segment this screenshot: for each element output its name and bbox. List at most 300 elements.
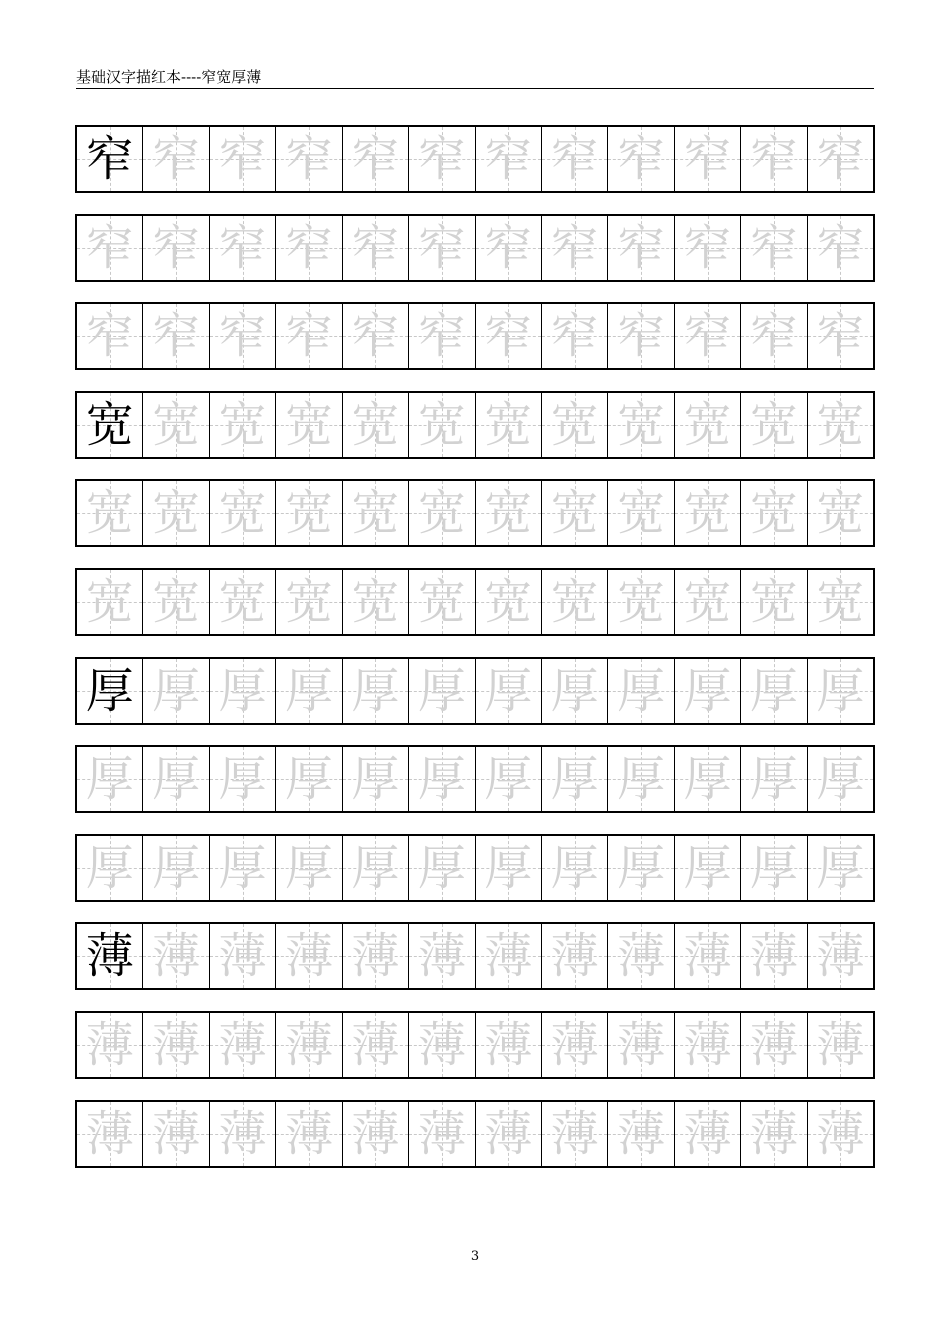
trace-character: 薄	[550, 1106, 599, 1162]
tian-grid-cell	[608, 481, 674, 545]
tian-grid-cell	[542, 393, 608, 457]
tian-grid-cell	[476, 747, 542, 811]
trace-character: 厚	[484, 840, 533, 896]
trace-character: 宽	[816, 574, 865, 630]
trace-character: 薄	[218, 928, 267, 984]
trace-character: 窄	[749, 220, 798, 276]
practice-row	[75, 391, 875, 459]
tian-grid-cell	[276, 393, 342, 457]
trace-character: 窄	[284, 308, 333, 364]
trace-character: 厚	[417, 840, 466, 896]
tian-grid-cell	[608, 570, 674, 634]
tian-grid-cell	[608, 924, 674, 988]
trace-character: 宽	[749, 574, 798, 630]
trace-character: 宽	[218, 485, 267, 541]
tian-grid-cell	[143, 659, 209, 723]
tian-grid-cell	[675, 216, 741, 280]
tian-grid-cell	[409, 836, 475, 900]
trace-character: 厚	[152, 751, 201, 807]
trace-character: 宽	[417, 485, 466, 541]
trace-character: 薄	[749, 1017, 798, 1073]
trace-character: 窄	[417, 220, 466, 276]
tian-grid-cell	[210, 570, 276, 634]
tian-grid-cell	[276, 481, 342, 545]
tian-grid-cell	[210, 481, 276, 545]
trace-character: 薄	[351, 1017, 400, 1073]
trace-character: 薄	[816, 1106, 865, 1162]
tian-grid-cell	[741, 924, 807, 988]
trace-character: 宽	[550, 397, 599, 453]
practice-row	[75, 922, 875, 990]
trace-character: 厚	[816, 663, 865, 719]
trace-character: 薄	[218, 1106, 267, 1162]
practice-row	[75, 125, 875, 193]
tian-grid-cell	[608, 747, 674, 811]
trace-character: 宽	[816, 485, 865, 541]
trace-character: 窄	[218, 308, 267, 364]
tian-grid-cell	[343, 216, 409, 280]
tian-grid-cell	[675, 924, 741, 988]
trace-character: 薄	[683, 928, 732, 984]
tian-grid-cell	[210, 127, 276, 191]
trace-character: 宽	[351, 485, 400, 541]
tian-grid-cell	[741, 659, 807, 723]
tian-grid-cell	[741, 127, 807, 191]
trace-character: 薄	[417, 1106, 466, 1162]
trace-character: 厚	[749, 840, 798, 896]
trace-character: 窄	[816, 308, 865, 364]
trace-character: 薄	[85, 1017, 134, 1073]
trace-character: 窄	[749, 131, 798, 187]
trace-character: 厚	[417, 663, 466, 719]
practice-row	[75, 1011, 875, 1079]
trace-character: 厚	[152, 663, 201, 719]
trace-character: 薄	[351, 1106, 400, 1162]
trace-character: 薄	[617, 1106, 666, 1162]
tian-grid-cell	[675, 1013, 741, 1077]
trace-character: 宽	[550, 574, 599, 630]
trace-character: 窄	[284, 131, 333, 187]
tian-grid-cell	[210, 304, 276, 368]
tian-grid-cell	[741, 393, 807, 457]
trace-character: 厚	[351, 663, 400, 719]
tian-grid-cell	[542, 1013, 608, 1077]
trace-character: 窄	[417, 308, 466, 364]
tian-grid-cell	[741, 747, 807, 811]
tian-grid-cell	[675, 481, 741, 545]
tian-grid-cell	[210, 216, 276, 280]
trace-character: 宽	[617, 485, 666, 541]
trace-character: 薄	[749, 928, 798, 984]
tian-grid-cell	[476, 659, 542, 723]
tian-grid-cell	[143, 1013, 209, 1077]
trace-character: 薄	[417, 928, 466, 984]
tian-grid-cell	[343, 924, 409, 988]
trace-character: 薄	[683, 1017, 732, 1073]
tian-grid-cell	[741, 481, 807, 545]
trace-character: 窄	[617, 308, 666, 364]
tian-grid-cell	[143, 393, 209, 457]
trace-character: 宽	[683, 485, 732, 541]
trace-character: 窄	[218, 220, 267, 276]
tian-grid-cell	[276, 127, 342, 191]
tian-grid-cell	[143, 924, 209, 988]
tian-grid-cell	[409, 304, 475, 368]
tian-grid-cell	[608, 216, 674, 280]
tian-grid-cell	[808, 216, 873, 280]
trace-character: 薄	[284, 1106, 333, 1162]
trace-character: 宽	[816, 397, 865, 453]
trace-character: 薄	[550, 1017, 599, 1073]
tian-grid-cell	[77, 216, 143, 280]
tian-grid-cell	[409, 216, 475, 280]
tian-grid-cell	[77, 304, 143, 368]
trace-character: 窄	[351, 131, 400, 187]
tian-grid-cell	[143, 216, 209, 280]
trace-character: 厚	[550, 840, 599, 896]
model-character: 窄	[85, 131, 134, 187]
tian-grid-cell	[476, 481, 542, 545]
tian-grid-cell	[675, 747, 741, 811]
trace-character: 薄	[816, 1017, 865, 1073]
tian-grid-cell	[608, 127, 674, 191]
tian-grid-cell	[741, 216, 807, 280]
tian-grid-cell	[343, 127, 409, 191]
trace-character: 薄	[152, 1106, 201, 1162]
trace-character: 窄	[484, 308, 533, 364]
tian-grid-cell	[608, 836, 674, 900]
tian-grid-cell	[77, 570, 143, 634]
trace-character: 厚	[683, 663, 732, 719]
trace-character: 厚	[550, 751, 599, 807]
trace-character: 窄	[351, 308, 400, 364]
trace-character: 宽	[152, 574, 201, 630]
tian-grid-cell	[210, 836, 276, 900]
worksheet-title: 基础汉字描红本----窄宽厚薄	[76, 68, 262, 86]
tian-grid-cell	[409, 127, 475, 191]
tian-grid-cell	[409, 393, 475, 457]
tian-grid-cell	[608, 393, 674, 457]
trace-character: 厚	[351, 840, 400, 896]
trace-character: 厚	[417, 751, 466, 807]
tian-grid-cell	[741, 570, 807, 634]
tian-grid-cell	[77, 659, 143, 723]
trace-character: 厚	[683, 751, 732, 807]
trace-character: 窄	[218, 131, 267, 187]
tian-grid-cell	[675, 393, 741, 457]
trace-character: 厚	[484, 663, 533, 719]
tian-grid-cell	[542, 216, 608, 280]
tian-grid-cell	[608, 1013, 674, 1077]
trace-character: 薄	[152, 1017, 201, 1073]
page-number: 3	[470, 1249, 480, 1264]
tian-grid-cell	[808, 659, 873, 723]
tian-grid-cell	[210, 747, 276, 811]
tian-grid-cell	[343, 1013, 409, 1077]
tian-grid-cell	[77, 393, 143, 457]
tian-grid-cell	[476, 304, 542, 368]
tian-grid-cell	[608, 304, 674, 368]
tian-grid-cell	[741, 836, 807, 900]
trace-character: 宽	[351, 397, 400, 453]
tian-grid-cell	[675, 127, 741, 191]
tian-grid-cell	[808, 747, 873, 811]
tian-grid-cell	[77, 1013, 143, 1077]
trace-character: 薄	[85, 1106, 134, 1162]
trace-character: 宽	[284, 485, 333, 541]
practice-row	[75, 657, 875, 725]
trace-character: 宽	[218, 397, 267, 453]
trace-character: 宽	[550, 485, 599, 541]
trace-character: 宽	[284, 574, 333, 630]
trace-character: 薄	[484, 1106, 533, 1162]
trace-character: 窄	[351, 220, 400, 276]
trace-character: 窄	[550, 220, 599, 276]
trace-character: 窄	[284, 220, 333, 276]
tian-grid-cell	[476, 393, 542, 457]
tian-grid-cell	[675, 659, 741, 723]
trace-character: 厚	[816, 751, 865, 807]
trace-character: 窄	[417, 131, 466, 187]
trace-character: 厚	[683, 840, 732, 896]
tian-grid-cell	[143, 747, 209, 811]
tian-grid-cell	[210, 1013, 276, 1077]
trace-character: 厚	[218, 751, 267, 807]
tian-grid-cell	[276, 836, 342, 900]
tian-grid-cell	[476, 924, 542, 988]
tian-grid-cell	[808, 393, 873, 457]
tian-grid-cell	[808, 1013, 873, 1077]
trace-character: 窄	[484, 220, 533, 276]
tian-grid-cell	[741, 304, 807, 368]
trace-character: 宽	[417, 574, 466, 630]
practice-row	[75, 302, 875, 370]
trace-character: 宽	[152, 485, 201, 541]
tian-grid-cell	[675, 836, 741, 900]
tian-grid-cell	[808, 1102, 873, 1166]
tian-grid-cell	[210, 924, 276, 988]
tian-grid-cell	[343, 747, 409, 811]
trace-character: 厚	[484, 751, 533, 807]
trace-character: 薄	[617, 1017, 666, 1073]
trace-character: 宽	[484, 574, 533, 630]
trace-character: 宽	[749, 485, 798, 541]
tian-grid-cell	[409, 747, 475, 811]
tian-grid-cell	[808, 924, 873, 988]
trace-character: 厚	[218, 840, 267, 896]
tian-grid-cell	[343, 481, 409, 545]
tian-grid-cell	[210, 393, 276, 457]
tian-grid-cell	[476, 836, 542, 900]
trace-character: 宽	[617, 397, 666, 453]
trace-character: 厚	[816, 840, 865, 896]
tian-grid-cell	[343, 570, 409, 634]
trace-character: 薄	[816, 928, 865, 984]
tian-grid-cell	[808, 127, 873, 191]
trace-character: 厚	[351, 751, 400, 807]
tian-grid-cell	[409, 1013, 475, 1077]
tian-grid-cell	[143, 1102, 209, 1166]
tian-grid-cell	[343, 659, 409, 723]
trace-character: 窄	[152, 220, 201, 276]
trace-character: 窄	[683, 131, 732, 187]
tian-grid-cell	[343, 393, 409, 457]
tian-grid-cell	[276, 659, 342, 723]
trace-character: 厚	[284, 751, 333, 807]
trace-character: 窄	[683, 220, 732, 276]
tian-grid-cell	[409, 481, 475, 545]
tian-grid-cell	[741, 1102, 807, 1166]
trace-character: 宽	[152, 397, 201, 453]
tian-grid-cell	[210, 659, 276, 723]
trace-character: 窄	[749, 308, 798, 364]
tian-grid-cell	[542, 127, 608, 191]
tian-grid-cell	[276, 1013, 342, 1077]
tian-grid-cell	[542, 836, 608, 900]
trace-character: 窄	[152, 308, 201, 364]
tian-grid-cell	[409, 570, 475, 634]
tian-grid-cell	[276, 570, 342, 634]
model-character: 宽	[85, 397, 134, 453]
tian-grid-cell	[276, 747, 342, 811]
trace-character: 宽	[218, 574, 267, 630]
tian-grid-cell	[675, 304, 741, 368]
trace-character: 薄	[284, 1017, 333, 1073]
trace-character: 宽	[617, 574, 666, 630]
tian-grid-cell	[343, 1102, 409, 1166]
tian-grid-cell	[77, 924, 143, 988]
trace-character: 厚	[85, 751, 134, 807]
tian-grid-cell	[77, 127, 143, 191]
trace-character: 宽	[417, 397, 466, 453]
tian-grid-cell	[808, 481, 873, 545]
tian-grid-cell	[143, 481, 209, 545]
trace-character: 薄	[484, 928, 533, 984]
trace-character: 窄	[816, 131, 865, 187]
trace-character: 宽	[683, 574, 732, 630]
tian-grid-cell	[476, 1013, 542, 1077]
tian-grid-cell	[210, 1102, 276, 1166]
trace-character: 薄	[417, 1017, 466, 1073]
trace-character: 厚	[617, 840, 666, 896]
trace-character: 厚	[218, 663, 267, 719]
tian-grid-cell	[77, 481, 143, 545]
tian-grid-cell	[675, 570, 741, 634]
trace-character: 宽	[284, 397, 333, 453]
tian-grid-cell	[542, 924, 608, 988]
trace-character: 厚	[85, 840, 134, 896]
tian-grid-cell	[608, 1102, 674, 1166]
tian-grid-cell	[143, 127, 209, 191]
tian-grid-cell	[343, 304, 409, 368]
tian-grid-cell	[143, 304, 209, 368]
trace-character: 宽	[484, 485, 533, 541]
practice-row	[75, 745, 875, 813]
trace-character: 薄	[484, 1017, 533, 1073]
tian-grid-cell	[542, 304, 608, 368]
trace-character: 薄	[351, 928, 400, 984]
trace-character: 宽	[484, 397, 533, 453]
trace-character: 厚	[152, 840, 201, 896]
tian-grid-cell	[476, 216, 542, 280]
tian-grid-cell	[409, 1102, 475, 1166]
trace-character: 宽	[351, 574, 400, 630]
practice-row	[75, 834, 875, 902]
trace-character: 窄	[617, 131, 666, 187]
trace-character: 厚	[749, 663, 798, 719]
trace-character: 薄	[550, 928, 599, 984]
tian-grid-cell	[77, 747, 143, 811]
trace-character: 厚	[749, 751, 798, 807]
tian-grid-cell	[542, 1102, 608, 1166]
trace-character: 窄	[816, 220, 865, 276]
trace-character: 窄	[550, 131, 599, 187]
trace-character: 窄	[85, 220, 134, 276]
tian-grid-cell	[675, 1102, 741, 1166]
tian-grid-cell	[276, 304, 342, 368]
tian-grid-cell	[741, 1013, 807, 1077]
tian-grid-cell	[808, 570, 873, 634]
trace-character: 薄	[749, 1106, 798, 1162]
tian-grid-cell	[608, 659, 674, 723]
trace-character: 厚	[284, 840, 333, 896]
trace-character: 薄	[617, 928, 666, 984]
tian-grid-cell	[77, 836, 143, 900]
trace-character: 窄	[683, 308, 732, 364]
practice-row	[75, 1100, 875, 1168]
practice-row	[75, 568, 875, 636]
trace-character: 宽	[85, 574, 134, 630]
tian-grid-cell	[143, 570, 209, 634]
trace-character: 窄	[152, 131, 201, 187]
trace-character: 薄	[284, 928, 333, 984]
trace-character: 厚	[550, 663, 599, 719]
trace-character: 薄	[218, 1017, 267, 1073]
trace-character: 窄	[617, 220, 666, 276]
tian-grid-cell	[343, 836, 409, 900]
tian-grid-cell	[276, 216, 342, 280]
practice-row	[75, 214, 875, 282]
trace-character: 窄	[484, 131, 533, 187]
trace-character: 宽	[749, 397, 798, 453]
tian-grid-cell	[476, 1102, 542, 1166]
trace-character: 宽	[85, 485, 134, 541]
model-character: 薄	[85, 928, 134, 984]
practice-row	[75, 479, 875, 547]
tian-grid-cell	[476, 570, 542, 634]
trace-character: 厚	[617, 663, 666, 719]
tian-grid-cell	[77, 1102, 143, 1166]
tian-grid-cell	[276, 924, 342, 988]
tian-grid-cell	[542, 747, 608, 811]
tian-grid-cell	[409, 924, 475, 988]
model-character: 厚	[85, 663, 134, 719]
tian-grid-cell	[542, 570, 608, 634]
tian-grid-cell	[808, 836, 873, 900]
trace-character: 窄	[550, 308, 599, 364]
trace-character: 厚	[617, 751, 666, 807]
trace-character: 宽	[683, 397, 732, 453]
tian-grid-cell	[409, 659, 475, 723]
tian-grid-cell	[542, 659, 608, 723]
tian-grid-cell	[476, 127, 542, 191]
trace-character: 薄	[152, 928, 201, 984]
tian-grid-cell	[808, 304, 873, 368]
page-header	[76, 64, 874, 89]
tian-grid-cell	[276, 1102, 342, 1166]
trace-character: 薄	[683, 1106, 732, 1162]
tian-grid-cell	[542, 481, 608, 545]
